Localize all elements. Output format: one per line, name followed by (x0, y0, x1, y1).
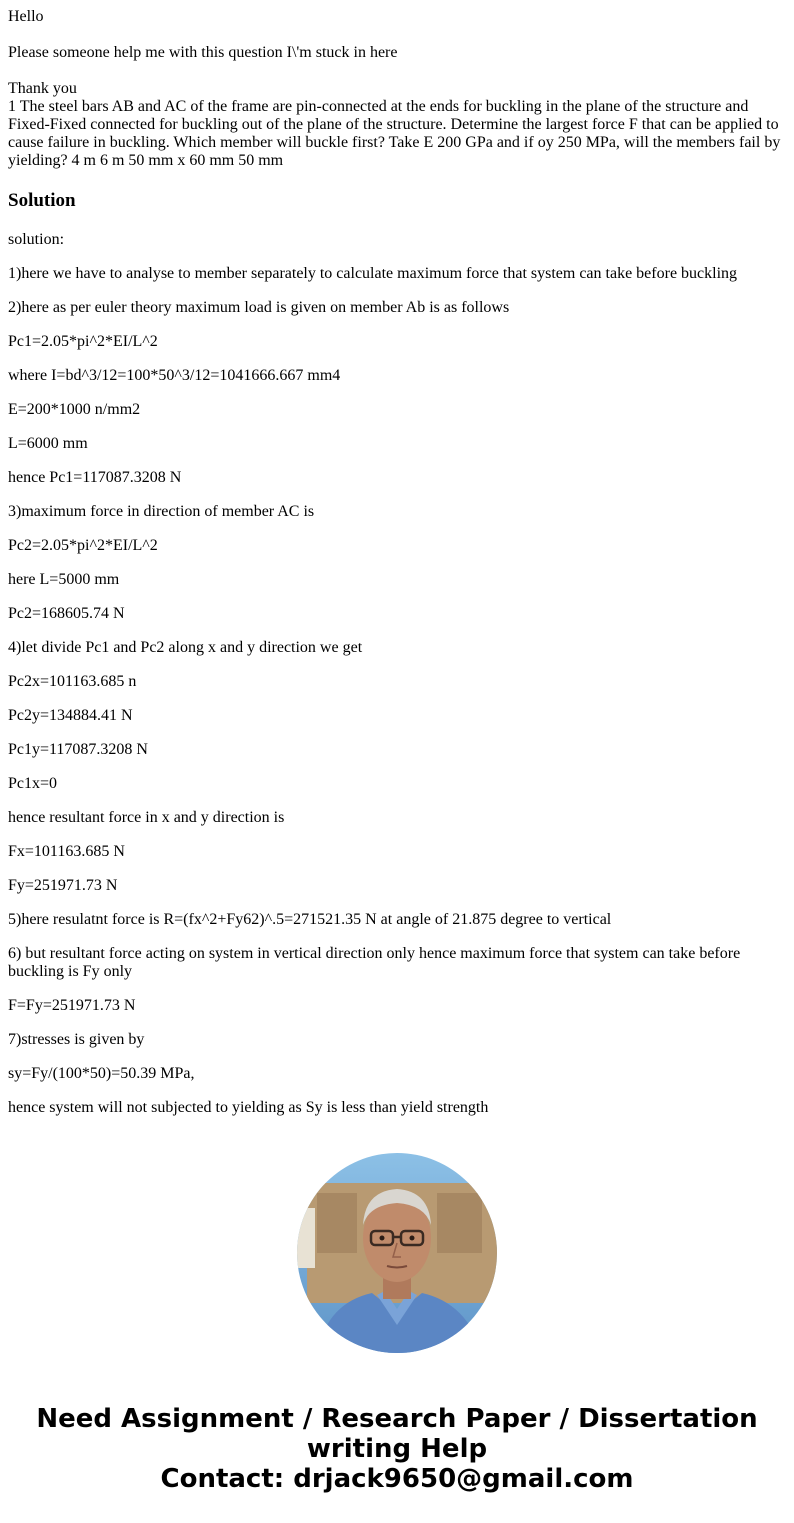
question-request: Please someone help me with this question I\'m stuck in here (8, 44, 398, 61)
question-block (8, 8, 786, 170)
solution-line: Fx=101163.685 N (8, 843, 125, 860)
solution-line: Pc2y=134884.41 N (8, 707, 133, 724)
promo-banner (0, 1404, 794, 1494)
solution-line: Pc1=2.05*pi^2*EI/L^2 (8, 333, 158, 350)
solution-line: here L=5000 mm (8, 571, 120, 588)
solution-heading: Solution (8, 190, 76, 211)
solution-line: Pc2x=101163.685 n (8, 673, 137, 690)
solution-line: 5)here resulatnt force is R=(fx^2+Fy62)^.5=271521.35 N at angle of 21.875 degree to vertical (8, 911, 612, 928)
solution-line: 4)let divide Pc1 and Pc2 along x and y direction we get (8, 639, 363, 656)
promo-line-1: Need Assignment / Research Paper / Dissertation (36, 1404, 758, 1434)
solution-body (8, 231, 786, 1117)
solution-line: Pc2=168605.74 N (8, 605, 125, 622)
solution-line: solution: (8, 231, 65, 248)
promo-contact[interactable]: Contact: drjack9650@gmail.com (160, 1464, 634, 1494)
solution-line: hence system will not subjected to yielding as Sy is less than yield strength (8, 1099, 489, 1116)
solution-line: Pc1y=117087.3208 N (8, 741, 148, 758)
solution-line: sy=Fy/(100*50)=50.39 MPa, (8, 1065, 195, 1082)
avatar (297, 1153, 497, 1353)
solution-line: 1)here we have to analyse to member separately to calculate maximum force that system can take before buckling (8, 265, 738, 282)
solution-line: where I=bd^3/12=100*50^3/12=1041666.667 mm4 (8, 367, 341, 384)
promo-line-2: writing Help (306, 1434, 488, 1464)
solution-line: E=200*1000 n/mm2 (8, 401, 141, 418)
solution-line: L=6000 mm (8, 435, 88, 452)
solution-line: Pc2=2.05*pi^2*EI/L^2 (8, 537, 158, 554)
solution-line: F=Fy=251971.73 N (8, 997, 136, 1014)
solution-line: 7)stresses is given by (8, 1031, 145, 1048)
page-content (8, 8, 786, 1133)
author-photo-icon (297, 1153, 497, 1353)
question-thanks: Thank you (8, 80, 77, 97)
solution-line: hence Pc1=117087.3208 N (8, 469, 182, 486)
question-greeting: Hello (8, 8, 44, 25)
solution-line: hence resultant force in x and y direction is (8, 809, 285, 826)
solution-line: Fy=251971.73 N (8, 877, 118, 894)
solution-line: Pc1x=0 (8, 775, 58, 792)
solution-line: 3)maximum force in direction of member AC is (8, 503, 315, 520)
question-problem: 1 The steel bars AB and AC of the frame are pin-connected at the ends for buckling in the plane of the structure and Fixed-Fixed connected for buckling out of the plane of the structure. Determine the largest force F that can be applied to cause failure in buckling. Which member will buckle first? Take E 200 GPa and if oy 250 MPa, will the members fail by yielding? 4 m 6 m 50 mm x 60 mm 50 mm (8, 98, 781, 169)
solution-line: 6) but resultant force acting on system in vertical direction only hence maximum force that system can take before buckling is Fy only (8, 945, 741, 980)
solution-line: 2)here as per euler theory maximum load is given on member Ab is as follows (8, 299, 510, 316)
